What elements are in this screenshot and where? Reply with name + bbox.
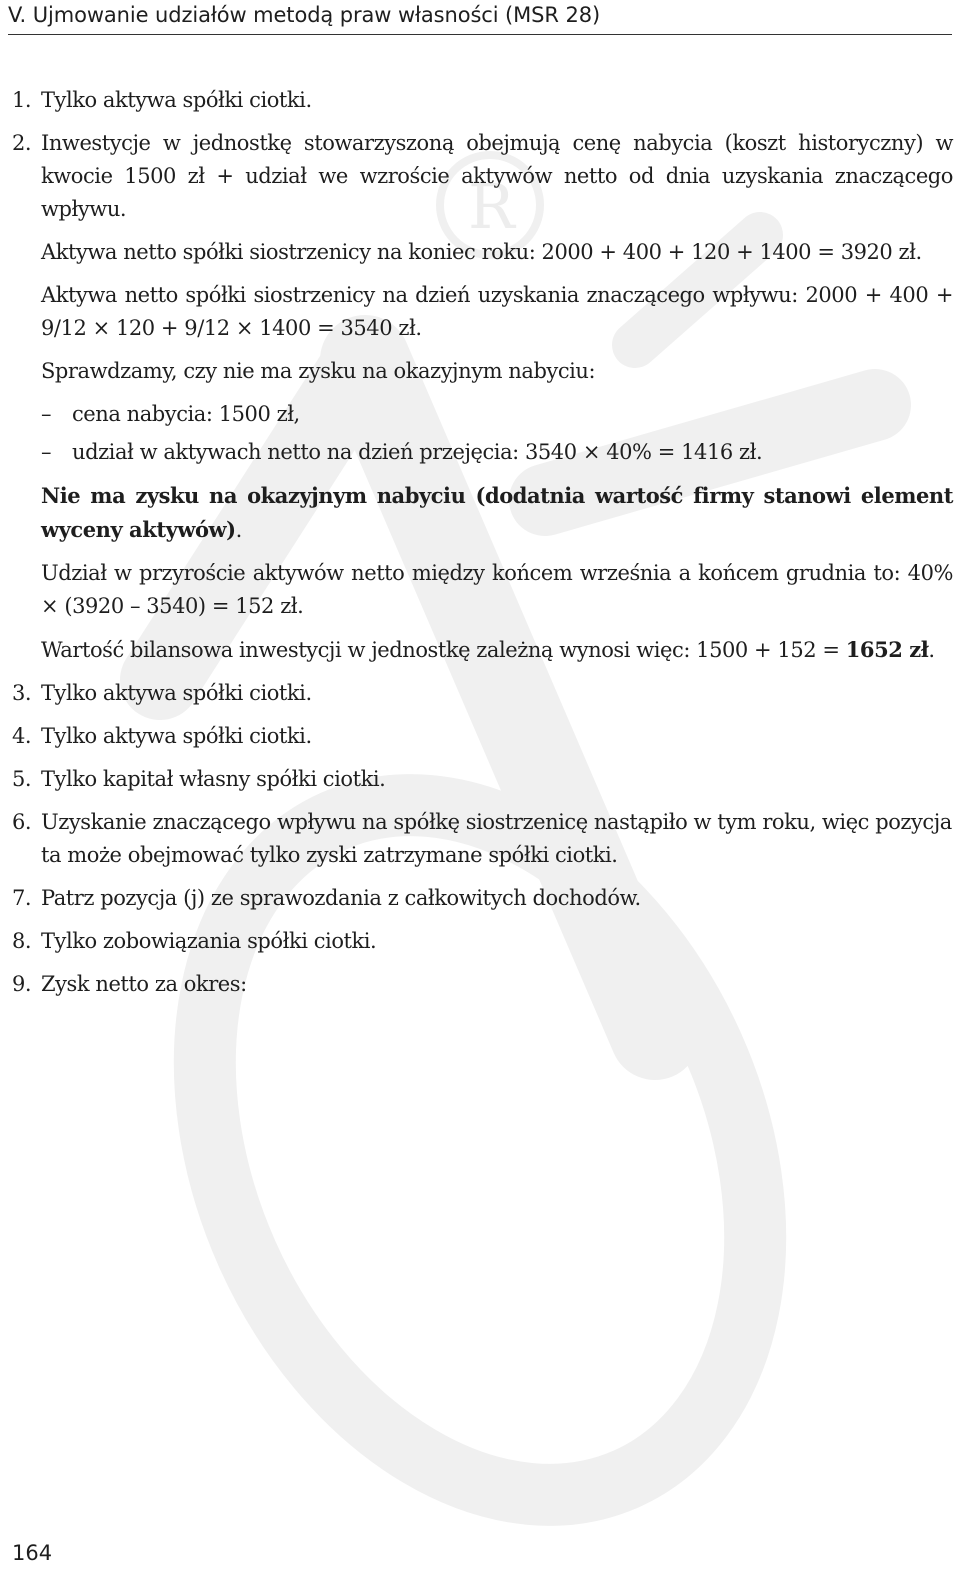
answer-item xyxy=(12,925,953,958)
item-number: 2. xyxy=(12,131,32,155)
answer-item xyxy=(12,84,953,117)
dash-item-text: udział w aktywach netto na dzień przejęcia: 3540 × 40% = 1416 zł. xyxy=(72,440,763,464)
share-increase: Udział w przyroście aktywów netto między końcem września a końcem grudnia to: 40% × (3920 – 3540) = 152 zł. xyxy=(41,561,953,618)
net-assets-year-end: Aktywa netto spółki siostrzenicy na koniec roku: 2000 + 400 + 120 + 1400 = 3920 zł. xyxy=(41,240,922,264)
book-value xyxy=(41,633,953,667)
item-text: Patrz pozycja (j) ze sprawozdania z całkowitych dochodów. xyxy=(41,886,641,910)
item-text: Inwestycje w jednostkę stowarzyszoną obejmują cenę nabycia (koszt historyczny) w kwocie 1500 zł + udział we wzroście aktywów netto od dnia uzyskania znaczącego wpływu. xyxy=(41,131,953,221)
item-number: 5. xyxy=(12,767,32,791)
answers-content xyxy=(12,84,953,1011)
answer-item xyxy=(12,677,953,710)
dash-list-item xyxy=(41,398,953,431)
book-value-amount: 1652 zł xyxy=(845,637,929,662)
answer-item xyxy=(12,806,953,872)
item-number: 3. xyxy=(12,681,32,705)
item-number: 7. xyxy=(12,886,32,910)
item-text: Zysk netto za okres: xyxy=(41,972,247,996)
dash-item-text: cena nabycia: 1500 zł, xyxy=(72,402,300,426)
dash-icon: – xyxy=(41,440,52,464)
bargain-conclusion-end: . xyxy=(235,518,242,542)
net-assets-acquisition: Aktywa netto spółki siostrzenicy na dzień uzyskania znaczącego wpływu: 2000 + 400 + 9/12 × 120 + 9/12 × 1400 = 3540 zł. xyxy=(41,283,953,340)
page-number: 164 xyxy=(12,1541,53,1565)
answer-item xyxy=(12,763,953,796)
item-number: 4. xyxy=(12,724,32,748)
book-value-text: Wartość bilansowa inwestycji w jednostkę zależną wynosi więc: 1500 + 152 = xyxy=(41,638,846,662)
item-text: Tylko aktywa spółki ciotki. xyxy=(41,724,312,748)
dash-icon: – xyxy=(41,402,52,426)
book-value-end: . xyxy=(928,638,935,662)
item-number: 6. xyxy=(12,810,32,834)
page-header: V. Ujmowanie udziałów metodą praw własności (MSR 28) xyxy=(8,0,952,35)
dash-list-item xyxy=(41,436,953,469)
item-text: Tylko zobowiązania spółki ciotki. xyxy=(41,929,377,953)
item-text: Tylko kapitał własny spółki ciotki. xyxy=(41,767,386,791)
bargain-check-intro: Sprawdzamy, czy nie ma zysku na okazyjnym nabyciu: xyxy=(41,359,596,383)
bargain-conclusion xyxy=(41,479,953,547)
item-number: 9. xyxy=(12,972,32,996)
watermark-letter: R xyxy=(468,170,515,243)
item-number: 8. xyxy=(12,929,32,953)
answer-item xyxy=(12,968,953,1001)
item-text: Uzyskanie znaczącego wpływu na spółkę siostrzenicę nastąpiło w tym roku, więc pozycja ta może obejmować tylko zyski zatrzymane spółki ciotki. xyxy=(41,810,952,867)
bargain-conclusion-bold: Nie ma zysku na okazyjnym nabyciu (dodatnia wartość firmy stanowi element wyceny aktywów) xyxy=(41,483,953,542)
item-text: Tylko aktywa spółki ciotki. xyxy=(41,681,312,705)
item-number: 1. xyxy=(12,88,32,112)
answer-item xyxy=(12,127,953,226)
answer-item xyxy=(12,720,953,753)
answer-item xyxy=(12,882,953,915)
item-text: Tylko aktywa spółki ciotki. xyxy=(41,88,312,112)
